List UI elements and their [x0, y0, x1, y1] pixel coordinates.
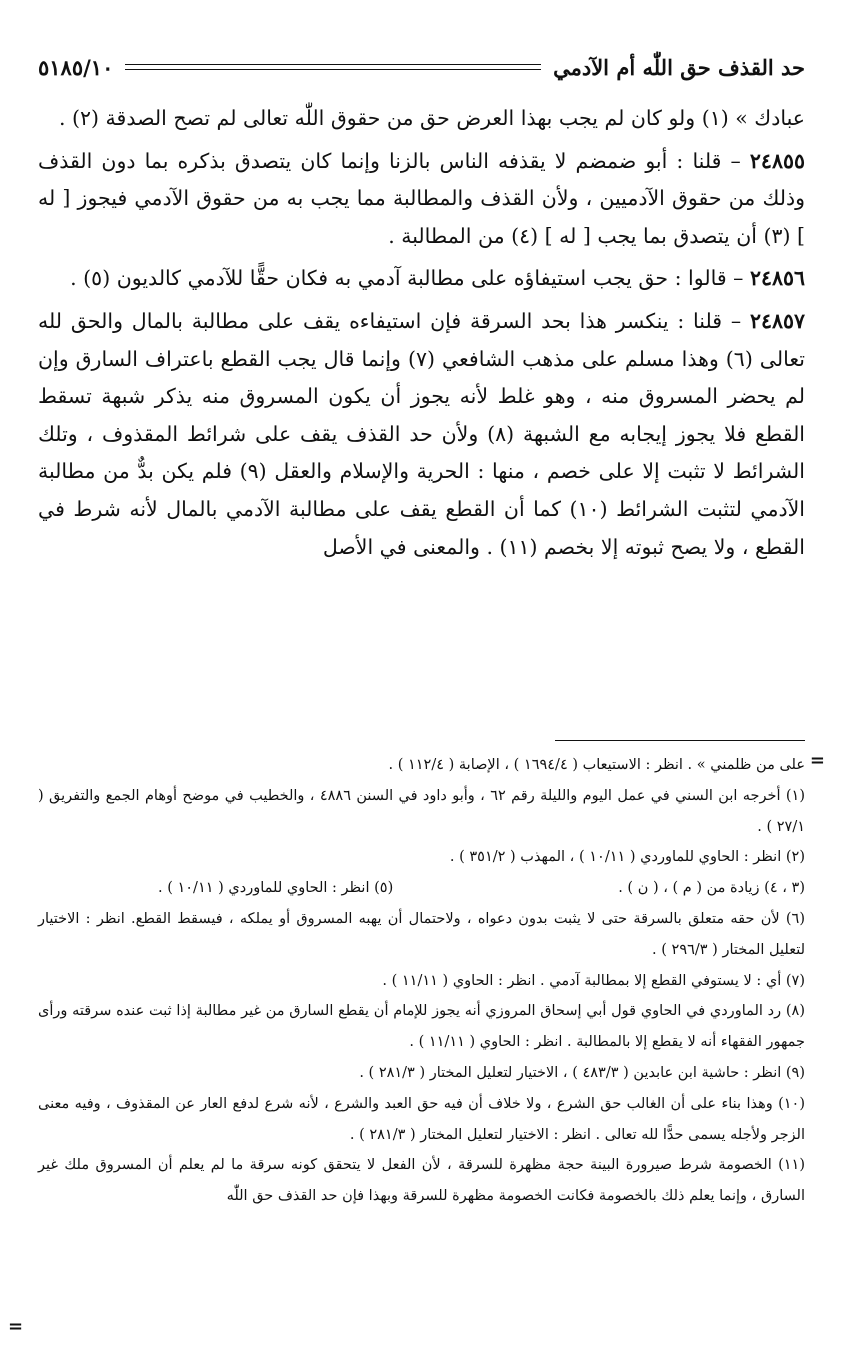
- footnote: (١٠) وهذا بناء على أن الغالب حق الشرع ، ولا خلاف أن فيه حق العبد والشرع ، لأنه شرع لدفع العار عن المقذوف ، وفيه معنى الزجر ولأجله يسمى حدًّا لله تعالى . انظر : الاختيار لتعليل المختار ( ٢٨١/٣ ) .: [38, 1095, 805, 1143]
- paragraph-number: ٢٤٨٥٧: [749, 308, 805, 333]
- paragraph: عبادك » (١) ولو كان لم يجب بهذا العرض حق من حقوق اللّٰه تعالى لم تصح الصدقة (٢) .: [58, 106, 805, 130]
- page-number: ٥١٨٥/١٠: [38, 54, 114, 80]
- paragraph-number: ٢٤٨٥٥: [749, 148, 805, 173]
- paragraph: ٢٤٨٥٦ – قالوا : حق يجب استيفاؤه على مطالبة آدمي به فكان حقًّا للآدمي كالديون (٥) .: [70, 266, 805, 291]
- footnote: (٦) لأن حقه متعلق بالسرقة حتى لا يثبت بدون دعواه ، ولاحتمال أن يهبه المسروق أو يملكه ، فيسقط القطع. انظر : الاختيار لتعليل المختار ( ٢٩٦/٣ ) .: [38, 910, 805, 958]
- main-text: [38, 100, 805, 571]
- header-title: حد القذف حق اللّٰه أم الآدمي: [553, 54, 805, 80]
- footnote-continuation-mark: =: [8, 1316, 24, 1337]
- footnote-row: [38, 873, 805, 904]
- footnote-continuation-mark: =: [809, 750, 825, 771]
- footnote: (٣ ، ٤) زيادة من ( م ) ، ( ن ) .: [618, 880, 805, 897]
- footnotes: [38, 750, 805, 1212]
- paragraph: ٢٤٨٥٧ – قلنا : ينكسر هذا بحد السرقة فإن استيفاءه يقف على مطالبة بالمال والحق لله تعالى (٦) وهذا مسلم على مذهب الشافعي (٧) وإنما قال يجب القطع باعتراف السارق وإن لم يحضر المسروق منه ، وهو غلط لأنه يجوز أن يكون المسروق منه يذكر شبهة تسقط القطع فلا يجوز إيجابه مع الشبهة (٨) ولأن حد القذف يقف على شرائط المقذوف ، وتلك الشرائط لا تثبت إلا على خصم ، منها : الحرية والإسلام والعقل (٩) فلم يكن بدٌّ من مطالبة الآدمي لتثبت الشرائط (١٠) كما أن القطع يقف على مطالبة الآدمي بالمال لأنه شرط في القطع ، ولا يصح ثبوته إلا بخصم (١١) . والمعنى في الأصل: [38, 308, 806, 559]
- footnote: (٥) انظر : الحاوي للماوردي ( ١٠/١١ ) .: [158, 880, 394, 897]
- header-rule: [125, 64, 541, 70]
- footnote: على من ظلمني » . انظر : الاستيعاب ( ١٦٩٤/٤ ) ، الإصابة ( ١١٢/٤ ) .: [388, 757, 805, 773]
- footnote: (٨) رد الماوردي في الحاوي قول أبي إسحاق المروزي أنه يجوز للإمام أن يقطع السارق من غير مطالبة إذا ثبت عنده سرقته ورأى جمهور الفقهاء أنه لا يقطع إلا بالمطالبة . انظر : الحاوي ( ١١/١١ ) .: [38, 1003, 805, 1051]
- footnote: (١١) الخصومة شرط صيرورة البينة حجة مظهرة للسرقة ، لأن الفعل لا يتحقق كونه سرقة ما لم يعلم أن المسروق ملك غير السارق ، وإنما يعلم ذلك بالخصومة فكانت الخصومة مظهرة للسرقة وبهذا فإن حد القذف حق اللّٰه: [38, 1157, 805, 1205]
- footnote: (١) أخرجه ابن السني في عمل اليوم والليلة رقم ٦٢ ، وأبو داود في السنن ٤٨٨٦ ، والخطيب في موضح أوهام الجمع والتفريق ( ٢٧/١ ) .: [38, 787, 806, 835]
- footnote: (٧) أي : لا يستوفي القطع إلا بمطالبة آدمي . انظر : الحاوي ( ١١/١١ ) .: [382, 972, 805, 989]
- footnote: (٢) انظر : الحاوي للماوردي ( ١٠/١١ ) ، المهذب ( ٣٥١/٢ ) .: [449, 849, 805, 866]
- footnote-separator: [555, 740, 805, 741]
- paragraph-number: ٢٤٨٥٦: [749, 266, 805, 291]
- paragraph: ٢٤٨٥٥ – قلنا : أبو ضمضم لا يقذفه الناس بالزنا وإنما كان يتصدق بذكره بما دون القذف وذلك من حقوق الآدميين ، ولأن القذف والمطالبة مما يجب به من حقوق الآدمي فيجوز [ له ] (٣) أن يتصدق بما يجب [ له ] (٤) من المطالبة .: [38, 148, 805, 248]
- running-header: [38, 50, 805, 84]
- footnote: (٩) انظر : حاشية ابن عابدين ( ٤٨٣/٣ ) ، الاختيار لتعليل المختار ( ٢٨١/٣ ) .: [359, 1064, 805, 1081]
